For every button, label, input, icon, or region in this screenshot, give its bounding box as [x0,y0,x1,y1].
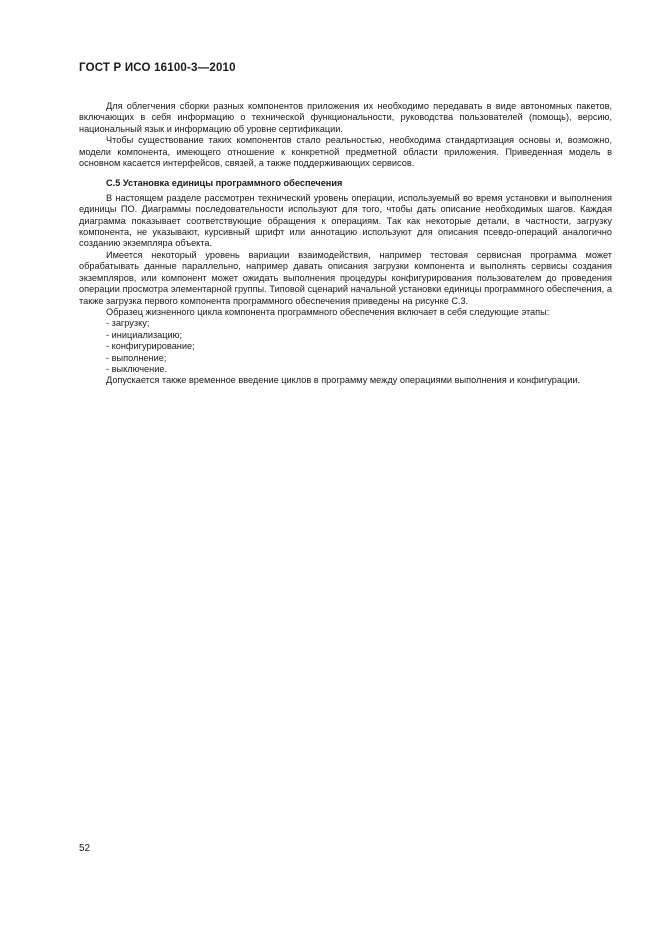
list-item: - выполнение; [106,352,167,363]
list-item: - конфигурирование; [106,341,195,352]
paragraph: Имеется некоторый уровень вариации взаимодействия, например тестовая сервисная программа может обрабатывать данные параллельно, например давать описания загрузки компонента и выполнять сервисы создания экземпляров, или компонент может ожидать выполнения процедуры конфигурирования пользователем до проведения операции просмотра элементарной группы. Типовой сценарий начальной установки единицы программного обеспечения, а также загрузка первого компонента программного обеспечения приведены на рисунке С.3. [79,249,612,306]
list-item: - загрузку; [106,318,150,329]
paragraph: Чтобы существование таких компонентов стало реальностью, необходима стандартизация основы и, возможно, модели компонента, имеющего отношение к конкретной предметной области приложения. Приведенная модель в основном касается интерфейсов, связей, а также поддерживающих сервисов. [79,135,612,169]
paragraph: В настоящем разделе рассмотрен технический уровень операции, используемый во время установки и выполнения единицы ПО. Диаграммы последовательности используют для того, чтобы дать описание необходимых шагов. Каждая диаграмма показывает соответствующие обращения к операциям. Так как некоторые детали, в частности, загрузку компонента, не указывают, курсивный шрифт или аннотацию используют для описания псевдо-операций аналогично созданию экземпляра объекта. [79,192,612,249]
closing-paragraph: Допускается также временное введение циклов в программу между операциями выполнения и конфигурации. [106,375,581,386]
paragraph: Образец жизненного цикла компонента программного обеспечения включает в себя следующие этапы: [106,306,550,317]
list-item: - выключение. [106,363,168,374]
paragraph: Для облегчения сборки разных компонентов приложения их необходимо передавать в виде автономных пакетов, включающих в себя информацию о технической функциональности, руководства пользователей (помощь), версию, национальный язык и информацию об уровне сертификации. [79,101,612,134]
list-item: - инициализацию; [106,329,183,340]
page-number: 52 [79,843,91,854]
document-body [79,101,612,387]
document-header: ГОСТ Р ИСО 16100-3—2010 [79,62,236,74]
section-heading: С.5 Установка единицы программного обеспечения [106,178,343,189]
